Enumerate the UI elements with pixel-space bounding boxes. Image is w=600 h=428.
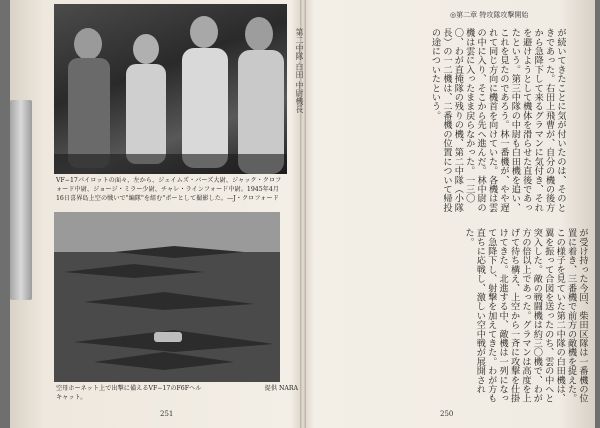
chapter-header: ◎第二章 特攻隊攻撃開始 — [450, 11, 529, 19]
photo-credit: 提供 NARA — [264, 385, 298, 392]
body-text-upper: が続いてきたことに気が付いたのは、そのときであった。右田上飛曹が、自分の機の後方から急降下して来るグラマンに気付き、それを避けようとして機体を滑らせた直後であったという。第三中隊の中尉も白田機を追い、これを見たのであろう。林一番機が、やや遅れて同じ方向に機首を向けていた。各機は雲の中に入り、そこから先へ進んだ。林中尉の機は雲に入ったまま戻らなかった。一三〇〇、わが直掩隊の残りの機、第二中隊（小隊長）の一二機は、二番機の位置について帰投の途についたという。 — [429, 28, 566, 212]
open-book — [10, 0, 595, 428]
photo-carrier-deck — [54, 212, 280, 382]
left-page-margin-text: 第二中隊 白田 中尉機長 — [295, 28, 304, 114]
photo-pilots — [54, 4, 287, 174]
photo-carrier-caption: 空母ホーネット上で出撃に備えるVF−17のF6Fヘルキャット。 — [56, 385, 202, 401]
page-number-left: 251 — [160, 410, 174, 418]
photo-pilots-caption: VF−17パイロットの面々、左から、ジェイムズ・バーズ大尉、ジャック・クロフォード中尉、ジョージ・ミラー少尉、チャレ・ラインフォード中尉。1945年4月16日喜界島上空の戦いで"編隊"を組む"ポーとして撮影した。—J・クロフォード — [56, 177, 282, 202]
body-text-lower: が受け持った今回、柴田区隊は一番機の位置に着き、三番機で前方の敵機を捉えた。この様子を見ていた第二中隊の白田機は、翼を振って合図を送ったのち、雲の中へと突入した。敵の戦闘機は約三〇機で、わが方の倍以上であった。グラマンは高度を上げて待ち構え、上空から一斉に攻撃を仕掛けてきた。北進する中、敵機は一列になって急降下し、射撃を加えてきた。わが方も直ちに応戦し、激しい空中戦が展開された。 — [462, 228, 588, 403]
page-number-right: 250 — [440, 410, 454, 418]
bookmark-tab — [10, 100, 32, 300]
